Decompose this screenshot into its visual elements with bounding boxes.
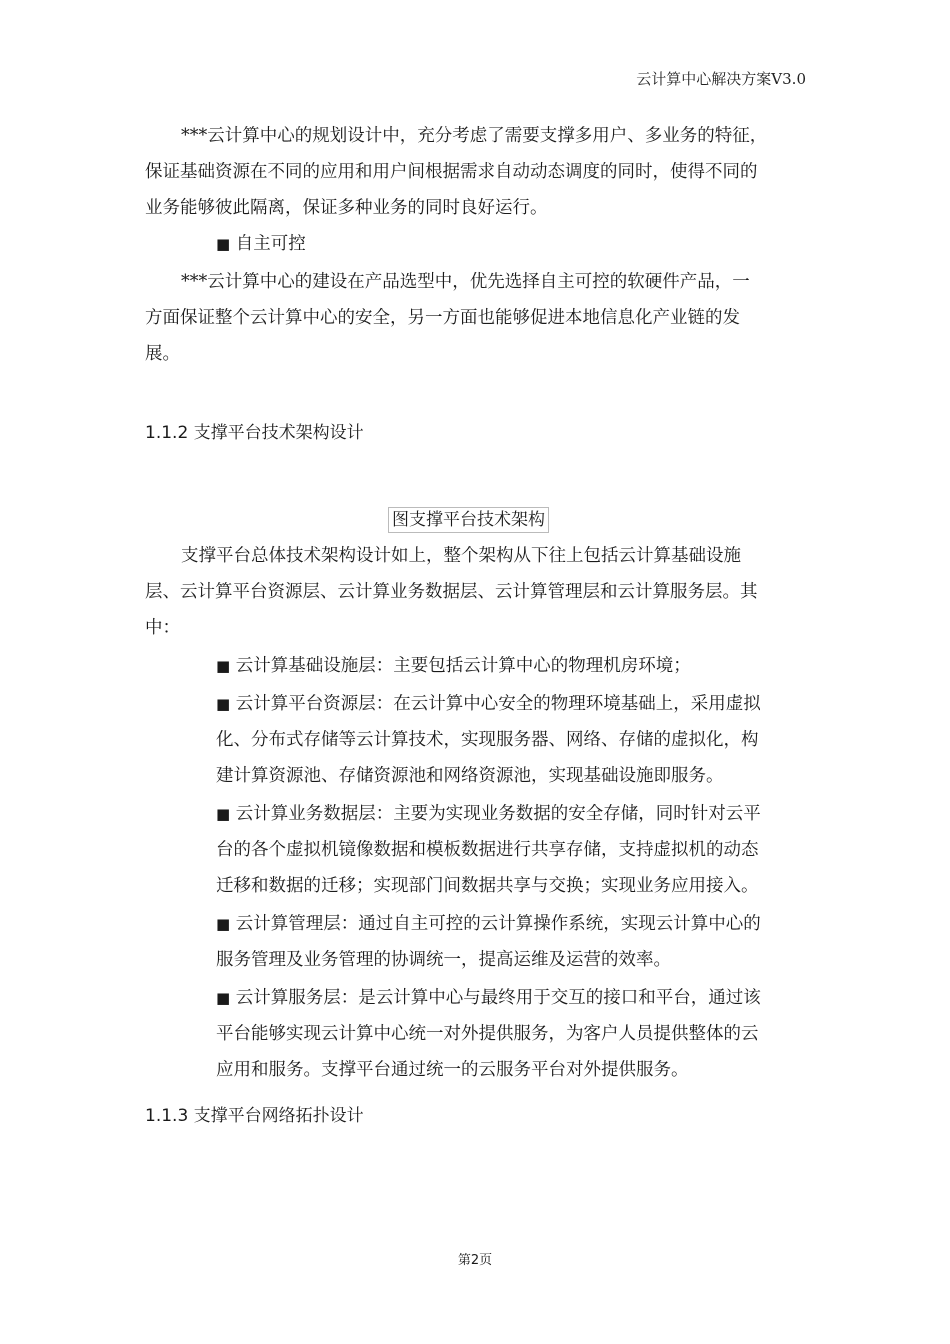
layer-line: 应用和服务。支撑平台通过统一的云服务平台对外提供服务。 <box>216 1060 689 1080</box>
layer-line: 云计算基础设施层：主要包括云计算中心的物理机房环境； <box>235 656 691 676</box>
bullet-square-icon: ■ <box>216 805 231 823</box>
figure-caption: 图支撑平台技术架构 <box>388 507 549 533</box>
paragraph-line: 业务能够彼此隔离，保证多种业务的同时良好运行。 <box>145 198 548 218</box>
bullet-square-icon: ■ <box>216 695 231 713</box>
bullet-label: 自主可控 <box>235 234 306 254</box>
paragraph-line: ***云计算中心的规划设计中，充分考虑了需要支撑多用户、多业务的特征， <box>181 126 768 146</box>
layer-item-business-data <box>216 796 808 904</box>
layer-line: 云计算平台资源层：在云计算中心安全的物理环境基础上，采用虚拟 <box>235 694 761 714</box>
paragraph-line: ***云计算中心的建设在产品选型中，优先选择自主可控的软硬件产品，一 <box>181 272 750 292</box>
page-header: 云计算中心解决方案V3.0 <box>636 70 806 88</box>
layer-line: 迁移和数据的迁移；实现部门间数据共享与交换；实现业务应用接入。 <box>216 876 759 896</box>
paragraph-autonomy <box>145 264 807 372</box>
paragraph-architecture <box>145 538 807 646</box>
bullet-autonomy <box>216 226 516 262</box>
paragraph-line: 展。 <box>145 344 180 364</box>
bullet-square-icon: ■ <box>216 915 231 933</box>
layer-item-platform-resource <box>216 686 808 794</box>
layer-list <box>216 648 808 1088</box>
bullet-square-icon: ■ <box>216 235 231 253</box>
paragraph-planning <box>145 118 807 226</box>
bullet-square-icon: ■ <box>216 989 231 1007</box>
layer-item-infrastructure <box>216 648 808 684</box>
layer-item-service <box>216 980 808 1088</box>
layer-line: 平台能够实现云计算中心统一对外提供服务，为客户人员提供整体的云 <box>216 1024 759 1044</box>
paragraph-line: 中： <box>145 618 180 638</box>
paragraph-line: 层、云计算平台资源层、云计算业务数据层、云计算管理层和云计算服务层。其 <box>145 582 758 602</box>
section-heading-1-1-3: 1.1.3 支撑平台网络拓扑设计 <box>145 1106 364 1126</box>
page-number: 第2页 <box>457 1253 493 1268</box>
layer-item-management <box>216 906 808 978</box>
layer-line: 建计算资源池、存储资源池和网络资源池，实现基础设施即服务。 <box>216 766 724 786</box>
layer-line: 服务管理及业务管理的协调统一，提高运维及运营的效率。 <box>216 950 671 970</box>
layer-line: 云计算管理层：通过自主可控的云计算操作系统，实现云计算中心的 <box>235 914 761 934</box>
section-heading-1-1-2: 1.1.2 支撑平台技术架构设计 <box>145 423 364 443</box>
bullet-square-icon: ■ <box>216 657 231 675</box>
layer-line: 云计算服务层：是云计算中心与最终用于交互的接口和平台，通过该 <box>235 988 761 1008</box>
layer-line: 化、分布式存储等云计算技术，实现服务器、网络、存储的虚拟化，构 <box>216 730 759 750</box>
paragraph-line: 保证基础资源在不同的应用和用户间根据需求自动动态调度的同时，使得不同的 <box>145 162 758 182</box>
layer-line: 云计算业务数据层：主要为实现业务数据的安全存储，同时针对云平 <box>235 804 761 824</box>
paragraph-line: 支撑平台总体技术架构设计如上，整个架构从下往上包括云计算基础设施 <box>181 546 741 566</box>
layer-line: 台的各个虚拟机镜像数据和模板数据进行共享存储，支持虚拟机的动态 <box>216 840 759 860</box>
paragraph-line: 方面保证整个云计算中心的安全，另一方面也能够促进本地信息化产业链的发 <box>145 308 740 328</box>
